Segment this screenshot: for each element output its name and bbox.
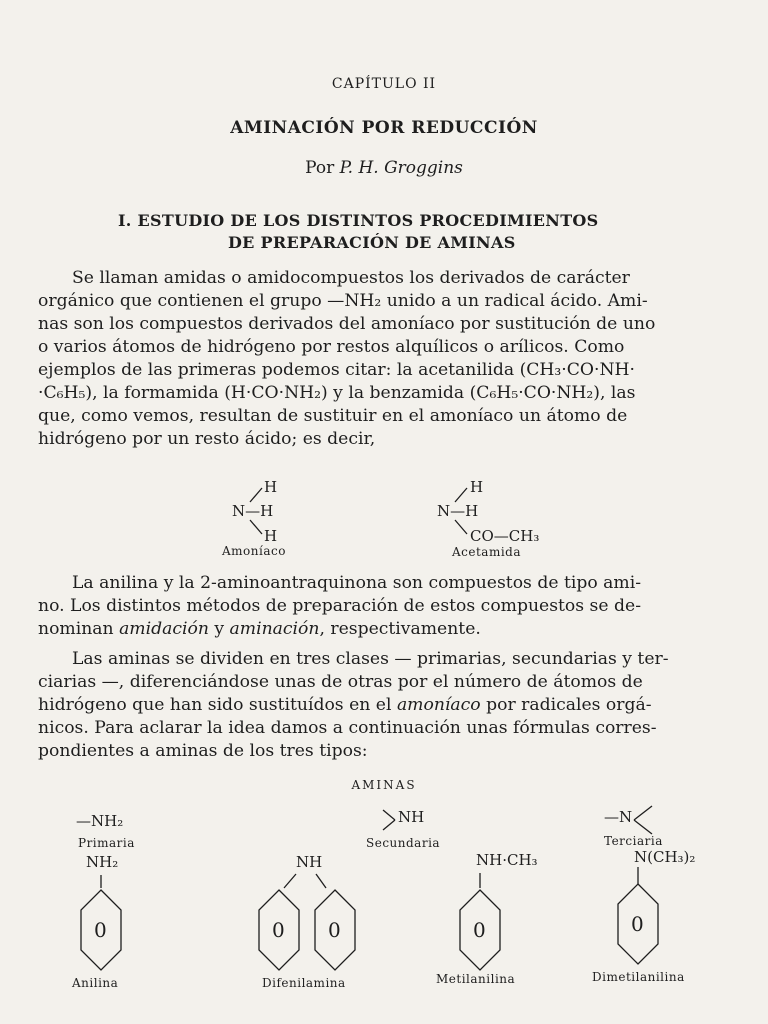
secundaria-label: Secundaria: [366, 836, 441, 850]
term-amoniaco: amoníaco: [396, 695, 481, 715]
bond-line: [284, 874, 296, 888]
chapter-title: AMINACIÓN POR REDUCCIÓN: [230, 118, 538, 138]
paragraph-2: [38, 572, 766, 641]
difenilamina-group: NH: [296, 853, 323, 871]
amoniaco-h-top: H: [264, 478, 278, 496]
amoniaco-caption: Amoníaco: [222, 544, 286, 558]
bond-line: [383, 810, 395, 820]
amoniaco-h-bottom: H: [264, 527, 278, 545]
paragraph-3-line: [38, 694, 766, 717]
terciaria-formula: —N: [604, 808, 633, 826]
paragraph-1-line: hidrógeno por un resto ácido; es decir,: [38, 429, 376, 449]
paragraph-2-line: La anilina y la 2-aminoantraquinona son compuestos de tipo ami-: [72, 573, 642, 593]
terciaria-label: Terciaria: [604, 834, 663, 848]
author-name: P. H. Groggins: [339, 158, 463, 178]
text-run: y: [208, 619, 230, 639]
bond-line: [634, 820, 652, 834]
secundaria-formula: NH: [398, 808, 425, 826]
amoniaco-n: N—H: [232, 502, 274, 520]
term-aminacion: aminación: [229, 619, 320, 639]
paragraph-1-line: Se llaman amidas o amidocompuestos los derivados de carácter: [72, 268, 630, 288]
primaria-label: Primaria: [78, 836, 135, 850]
acetamida-r: CO—CH₃: [470, 527, 540, 545]
bond-line: [634, 806, 652, 820]
paragraph-2-line: [38, 618, 766, 641]
dimetilanilina-ring-center: 0: [631, 912, 644, 936]
bond-line: [250, 488, 262, 502]
text-run: , respectivamente.: [319, 619, 481, 639]
author-prefix: Por: [305, 158, 335, 178]
acetamida-n: N—H: [437, 502, 479, 520]
anilina-group: NH₂: [86, 853, 119, 871]
paragraph-3-line: pondientes a aminas de los tres tipos:: [38, 741, 368, 761]
paragraph-2-line: no. Los distintos métodos de preparación de estos compuestos se de-: [38, 596, 641, 616]
chapter-heading: CAPÍTULO II: [331, 76, 437, 92]
anilina-label: Anilina: [72, 976, 119, 990]
paragraph-1-line: o varios átomos de hidrógeno por restos alquílicos o arílicos. Como: [38, 337, 625, 357]
anilina-ring-center: 0: [94, 918, 107, 942]
text-run: hidrógeno que han sido sustituídos en el: [38, 695, 397, 715]
section-heading-line-2: DE PREPARACIÓN DE AMINAS: [228, 233, 516, 252]
difenilamina-ring-center-left: 0: [272, 918, 285, 942]
paragraph-1-line: ejemplos de las primeras podemos citar: la acetanilida (CH₃·CO·NH·: [38, 360, 635, 380]
bond-line: [383, 820, 395, 830]
section-heading-line-1: I. ESTUDIO DE LOS DISTINTOS PROCEDIMIENTOS: [118, 211, 599, 230]
paragraph-1-line: nas son los compuestos derivados del amoníaco por sustitución de uno: [38, 314, 656, 334]
difenilamina-label: Difenilamina: [262, 976, 346, 990]
metilanilina-ring-center: 0: [473, 918, 486, 942]
bond-line: [250, 520, 262, 534]
metilanilina-label: Metilanilina: [436, 972, 516, 986]
paragraph-1-line: que, como vemos, resultan de sustituir en el amoníaco un átomo de: [38, 406, 628, 426]
aminas-heading: AMINAS: [351, 778, 417, 792]
paragraph-1-line: ·C₆H₅), la formamida (H·CO·NH₂) y la benzamida (C₆H₅·CO·NH₂), las: [38, 383, 636, 403]
paragraph-3-line: Las aminas se dividen en tres clases — primarias, secundarias y ter-: [72, 649, 669, 669]
paragraph-3-line: nicos. Para aclarar la idea damos a continuación unas fórmulas corres-: [38, 718, 657, 738]
bond-line: [455, 520, 467, 534]
paragraph-3: [38, 648, 766, 763]
metilanilina-group: NH·CH₃: [476, 851, 538, 869]
bond-line: [455, 488, 467, 502]
text-run: nominan: [38, 619, 120, 639]
acetamida-caption: Acetamida: [452, 545, 522, 559]
paragraph-3-line: ciarias —, diferenciándose unas de otras por el número de átomos de: [38, 672, 643, 692]
primaria-formula: —NH₂: [76, 812, 124, 830]
paragraph-1-line: orgánico que contienen el grupo —NH₂ unido a un radical ácido. Ami-: [38, 291, 648, 311]
acetamida-h-top: H: [470, 478, 484, 496]
text-run: por radicales orgá-: [480, 695, 652, 715]
bond-line: [316, 874, 326, 888]
term-amidacion: amidación: [119, 619, 209, 639]
dimetilanilina-label: Dimetilanilina: [592, 970, 685, 984]
dimetilanilina-group: N(CH₃)₂: [634, 848, 696, 866]
difenilamina-ring-center-right: 0: [328, 918, 341, 942]
